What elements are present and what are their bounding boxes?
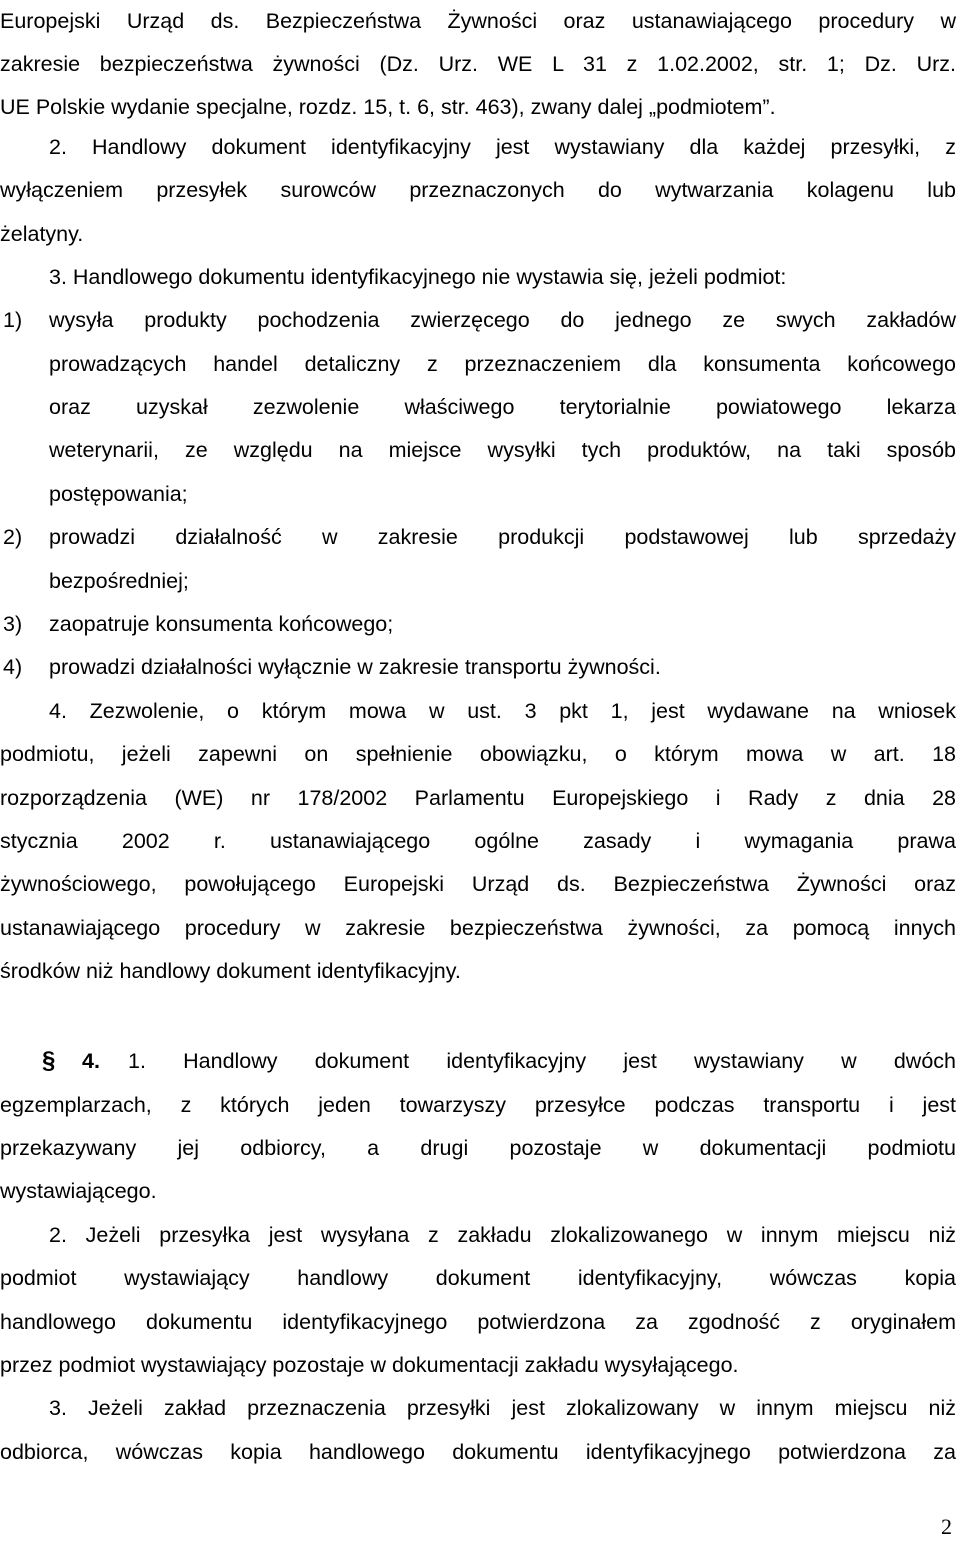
list-item [0, 607, 956, 641]
list-item-continuation [0, 347, 956, 381]
paragraph-3-first-line: 3. Handlowego dokumentu identyfikacyjnego nie wystawia się, jeżeli podmiot: [49, 265, 787, 289]
list-item-number: 3) [3, 612, 23, 636]
text-line: podmiotu, jeżeli zapewni on spełnienie obowiązku, o którym mowa w art. 18 [0, 742, 956, 766]
list-item-continuation [0, 564, 956, 598]
text-line: przez podmiot wystawiający pozostaje w dokumentacji zakładu wysyłającego. [0, 1353, 739, 1377]
text-line: wyłączeniem przesyłek surowców przeznaczonych do wytwarzania kolagenu lub [0, 178, 956, 202]
list-item-text: bezpośredniej; [49, 569, 189, 593]
text-line: stycznia 2002 r. ustanawiającego ogólne zasady i wymagania prawa [0, 829, 956, 853]
list-item-text: weterynarii, ze względu na miejsce wysyłki tych produktów, na taki sposób [49, 438, 956, 462]
paragraph-2-first-line: 2. Handlowy dokument identyfikacyjny jest wystawiany dla każdej przesyłki, z [49, 135, 956, 159]
text-line: żywnościowego, powołującego Europejski Urząd ds. Bezpieczeństwa Żywności oraz [0, 872, 956, 896]
text-line: rozporządzenia (WE) nr 178/2002 Parlamentu Europejskiego i Rady z dnia 28 [0, 786, 956, 810]
list-item-text: zaopatruje konsumenta końcowego; [49, 612, 394, 636]
text-line: środków niż handlowy dokument identyfikacyjny. [0, 959, 461, 983]
list-item-continuation [0, 390, 956, 424]
section-sign: § [42, 1047, 56, 1074]
list-item-continuation [0, 433, 956, 467]
section-number: 4. [82, 1049, 100, 1073]
list-item-text: prowadzących handel detaliczny z przeznaczeniem dla konsumenta końcowego [49, 352, 956, 376]
list-item [0, 520, 956, 554]
paragraph-4-first-line: 4. Zezwolenie, o którym mowa w ust. 3 pkt 1, jest wydawane na wniosek [49, 699, 956, 723]
list-item-number: 2) [3, 525, 23, 549]
text-line: wystawiającego. [0, 1179, 157, 1203]
text-line: podmiot wystawiający handlowy dokument identyfikacyjny, wówczas kopia [0, 1266, 956, 1290]
list-item-number: 1) [3, 308, 23, 332]
text-line: odbiorca, wówczas kopia handlowego dokumentu identyfikacyjnego potwierdzona za [0, 1440, 956, 1464]
list-item [0, 650, 956, 684]
text-line: UE Polskie wydanie specjalne, rozdz. 15, t. 6, str. 463), zwany dalej „podmiotem”. [0, 95, 776, 119]
section-paragraph-2-first-line: 2. Jeżeli przesyłka jest wysyłana z zakładu zlokalizowanego w innym miejscu niż [49, 1223, 956, 1247]
list-item-text: prowadzi działalność w zakresie produkcji podstawowej lub sprzedaży [49, 525, 956, 549]
text-line: Europejski Urząd ds. Bezpieczeństwa Żywności oraz ustanawiającego procedury w [0, 9, 956, 33]
list-item-text: prowadzi działalności wyłącznie w zakresie transportu żywności. [49, 655, 661, 679]
section-first-line: 1. Handlowy dokument identyfikacyjny jest wystawiany w dwóch [128, 1049, 956, 1073]
page-number: 2 [941, 1514, 952, 1539]
list-item-text: wysyła produkty pochodzenia zwierzęcego do jednego ze swych zakładów [49, 308, 956, 332]
text-line: zakresie bezpieczeństwa żywności (Dz. Urz. WE L 31 z 1.02.2002, str. 1; Dz. Urz. [0, 52, 956, 76]
list-item-number: 4) [3, 655, 23, 679]
text-line: przekazywany jej odbiorcy, a drugi pozostaje w dokumentacji podmiotu [0, 1136, 956, 1160]
list-item-text: postępowania; [49, 482, 188, 506]
text-line: ustanawiającego procedury w zakresie bezpieczeństwa żywności, za pomocą innych [0, 916, 956, 940]
text-line: handlowego dokumentu identyfikacyjnego potwierdzona za zgodność z oryginałem [0, 1310, 956, 1334]
section-paragraph-3-first-line: 3. Jeżeli zakład przeznaczenia przesyłki jest zlokalizowany w innym miejscu niż [49, 1396, 956, 1420]
text-line: egzemplarzach, z których jeden towarzyszy przesyłce podczas transportu i jest [0, 1093, 956, 1117]
list-item-text: oraz uzyskał zezwolenie właściwego terytorialnie powiatowego lekarza [49, 395, 956, 419]
list-item-continuation [0, 477, 956, 511]
text-line: żelatyny. [0, 222, 84, 246]
list-item [0, 303, 956, 337]
